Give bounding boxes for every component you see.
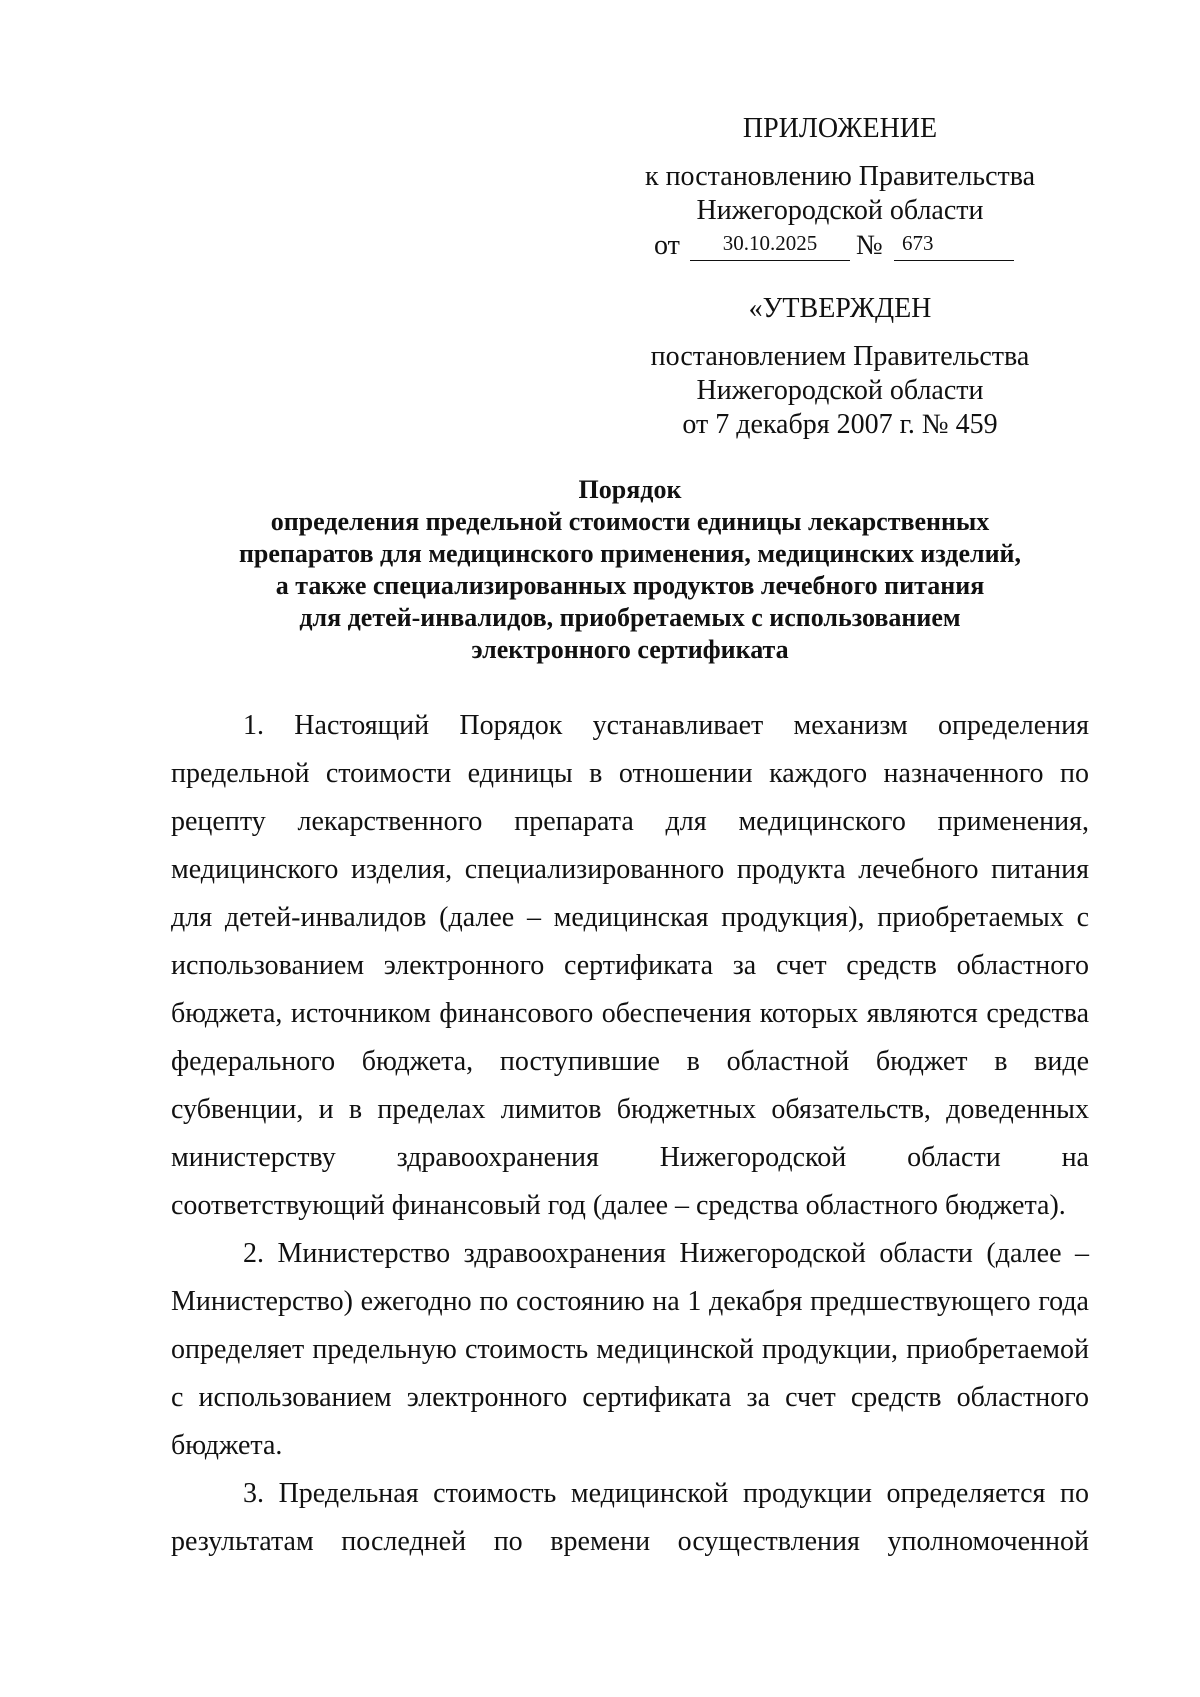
annex-reference-line: к постановлению Правительства [644, 161, 1036, 192]
annex-date-number-line [654, 228, 1014, 264]
paragraph-1: 1. Настоящий Порядок устанавливает механизм определения предельной стоимости единицы в отношении каждого назначенного по рецепту лекарственного препарата для медицинского применения, медицинского изделия, специализированного продукта лечебного питания для детей-инвалидов (далее – медицинская продукция), приобретаемых с использованием электронного сертификата за счет средств областного бюджета, источником финансового обеспечения которых являются средства федерального бюджета, поступившие в областной бюджет в виде субвенции, и в пределах лимитов бюджетных обязательств, доведенных министерству здравоохранения Нижегородской области на соответствующий финансовый год (далее – средства областного бюджета). [171, 710, 1089, 1221]
approved-reference-line: постановлением Правительства [650, 341, 1030, 372]
number-label: № [856, 230, 883, 261]
title-line: а также специализированных продуктов лечебного питания [275, 571, 985, 600]
annex-reference-line: Нижегородской области [696, 195, 984, 226]
title-line: определения предельной стоимости единицы лекарственных [270, 507, 990, 536]
title-line: Порядок [578, 475, 682, 504]
annex-date: 30.10.2025 [690, 230, 850, 261]
annex-number: 673 [894, 230, 1014, 261]
approved-reference-line: Нижегородской области [696, 375, 984, 406]
approved-reference-line: от 7 декабря 2007 г. № 459 [682, 409, 998, 440]
annex-heading: ПРИЛОЖЕНИЕ [742, 113, 938, 144]
annex-reference [620, 160, 1060, 228]
title-line: препаратов для медицинского применения, медицинских изделий, [238, 539, 1022, 568]
approved-heading: «УТВЕРЖДЕН [748, 293, 932, 324]
title-line: электронного сертификата [471, 635, 789, 664]
approved-reference [620, 340, 1060, 442]
from-label: от [654, 230, 680, 261]
title-line: для детей-инвалидов, приобретаемых с использованием [299, 603, 961, 632]
paragraph-2: 2. Министерство здравоохранения Нижегородской области (далее – Министерство) ежегодно по состоянию на 1 декабря предшествующего года определяет предельную стоимость медицинской продукции, приобретаемой с использованием электронного сертификата за счет средств областного бюджета. [171, 1238, 1089, 1461]
paragraph-3: 3. Предельная стоимость медицинской продукции определяется по результатам последней по времени осуществления уполномоченной [171, 1478, 1089, 1557]
document-body [171, 702, 1089, 1566]
document-title [130, 474, 1130, 666]
